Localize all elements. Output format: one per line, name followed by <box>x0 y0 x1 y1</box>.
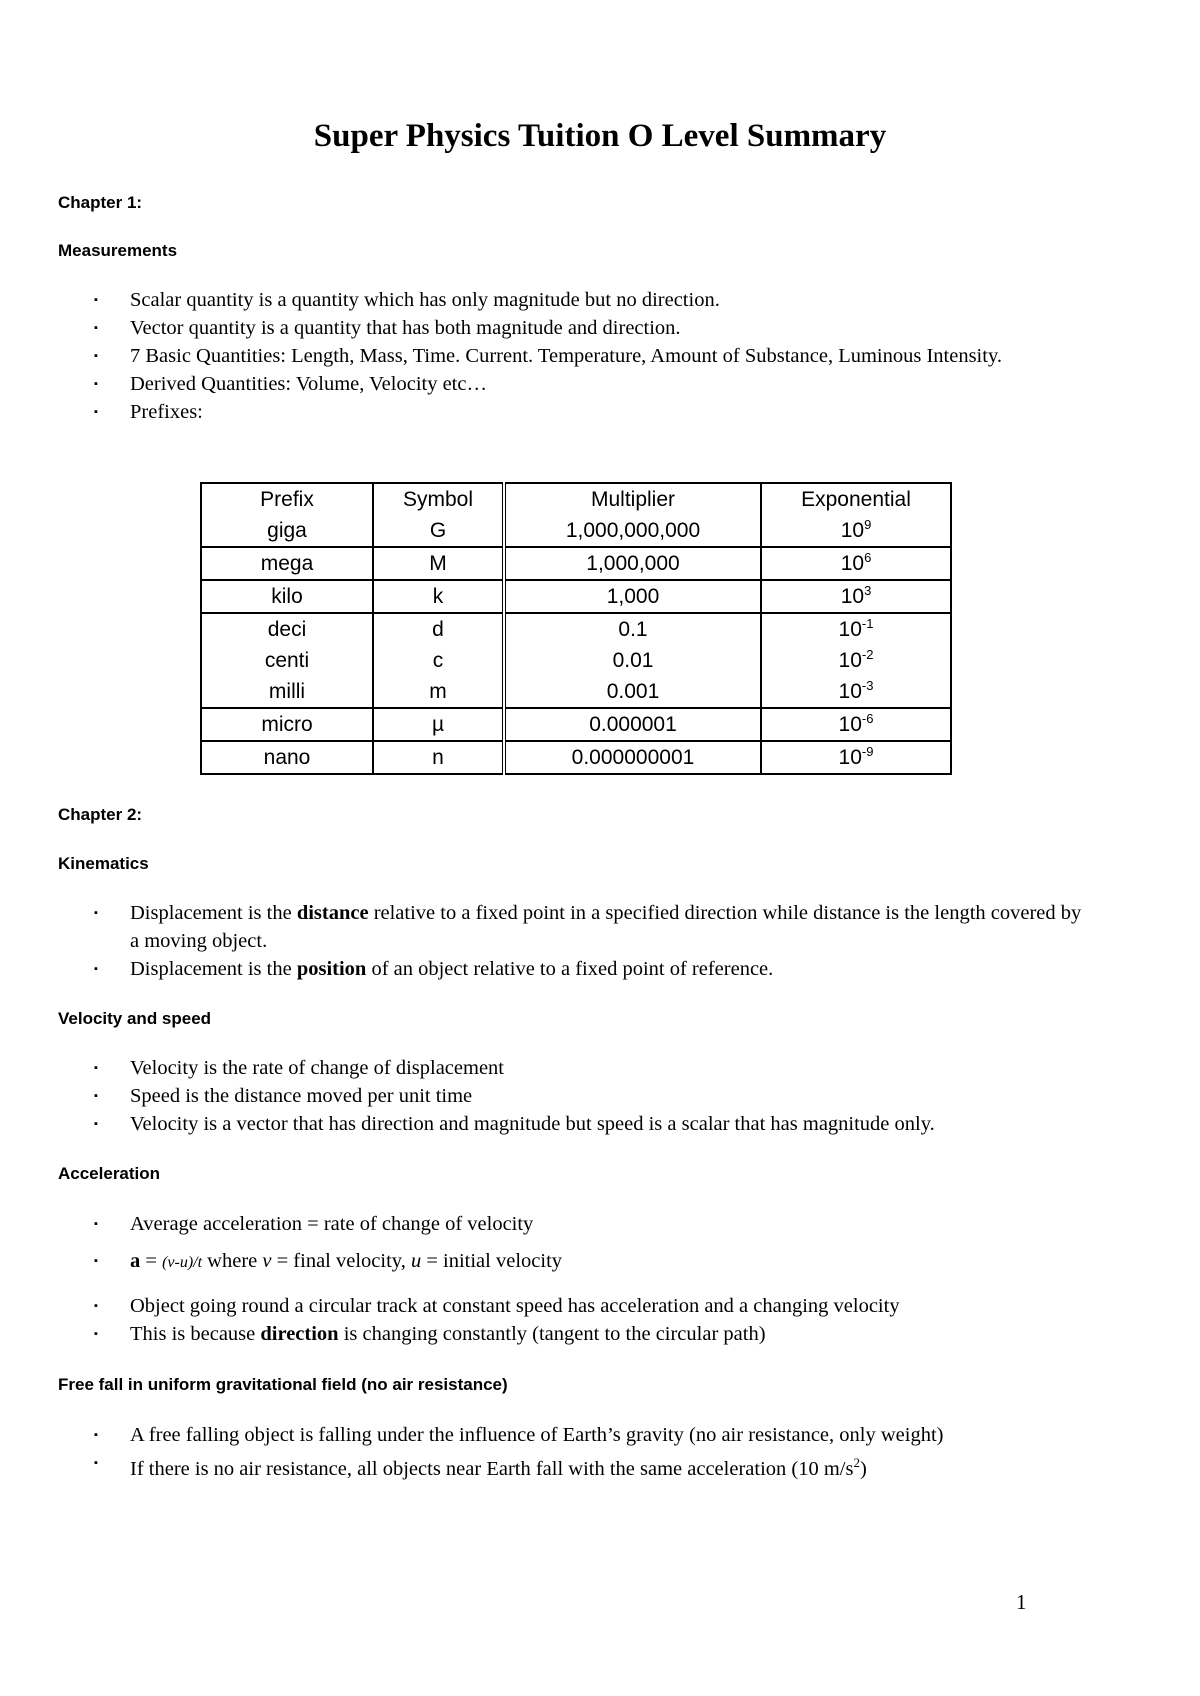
cell-exponential <box>761 676 951 708</box>
chapter-2-label: Chapter 2: <box>58 805 143 824</box>
text-run: ) <box>859 1457 867 1480</box>
cell-symbol: c <box>373 645 504 676</box>
exp-power: 9 <box>864 516 872 532</box>
list-item <box>0 1320 1090 1348</box>
cell-exponential <box>761 580 951 613</box>
list-item <box>0 1247 1090 1277</box>
velocity-list <box>0 1054 1200 1138</box>
measurements-list <box>0 286 1200 426</box>
cell-multiplier: 0.1 <box>504 613 761 645</box>
exp-power: -6 <box>861 710 874 726</box>
exp-base: 10 <box>840 584 865 608</box>
list-item: ▪ Speed is the distance moved per unit time <box>0 1082 1090 1110</box>
free-fall-list <box>0 1421 1200 1483</box>
list-item <box>0 1449 1090 1483</box>
page-title: Super Physics Tuition O Level Summary <box>313 118 887 154</box>
cell-multiplier: 0.000001 <box>504 708 761 741</box>
cell-symbol: n <box>373 741 504 774</box>
exp-base: 10 <box>838 679 862 703</box>
cell-exponential <box>761 645 951 676</box>
exp-base: 10 <box>838 648 862 672</box>
cell-symbol: G <box>373 515 504 547</box>
cell-exponential <box>761 613 951 645</box>
list-item <box>0 955 1090 983</box>
exp-base: 10 <box>840 518 865 542</box>
header-exponential: Exponential <box>761 483 951 515</box>
list-item: ▪ Scalar quantity is a quantity which has only magnitude but no direction. <box>0 286 1090 314</box>
text-run: of an object relative to a fixed point of reference. <box>366 958 774 980</box>
list-item: ▪ Average acceleration = rate of change of velocity <box>0 1210 1090 1238</box>
cell-prefix: mega <box>201 547 373 580</box>
symbol-v: v <box>262 1250 272 1272</box>
cell-symbol: M <box>373 547 504 580</box>
superscript: 2 <box>853 1455 860 1470</box>
cell-multiplier: 1,000,000 <box>504 547 761 580</box>
acceleration-list <box>0 1210 1200 1348</box>
text-run: This is because <box>130 1323 261 1345</box>
prefix-table <box>200 482 952 775</box>
cell-exponential <box>761 547 951 580</box>
exp-power: -2 <box>861 646 874 662</box>
exp-power: -9 <box>861 743 874 759</box>
bold-term: position <box>296 958 367 980</box>
bold-term: distance <box>296 902 369 924</box>
table-row <box>201 515 951 547</box>
measurements-heading: Measurements <box>58 241 178 260</box>
symbol-a: a <box>130 1250 141 1272</box>
exp-base: 10 <box>838 712 862 736</box>
text-run: = initial velocity <box>421 1250 563 1272</box>
header-symbol: Symbol <box>373 483 504 515</box>
table-row <box>201 676 951 708</box>
table-row <box>201 645 951 676</box>
list-item: ▪ Object going round a circular track at constant speed has acceleration and a changing velocity <box>0 1292 1090 1320</box>
table-row <box>201 613 951 645</box>
table-row <box>201 580 951 613</box>
list-item: ▪ Velocity is a vector that has direction and magnitude but speed is a scalar that has magnitude only. <box>0 1110 1090 1138</box>
exp-power: 3 <box>864 582 872 598</box>
kinematics-heading: Kinematics <box>58 854 149 873</box>
cell-exponential <box>761 741 951 774</box>
cell-symbol: µ <box>373 708 504 741</box>
text-run: If there is no air resistance, all objects near Earth fall with the same acceleration (10 m/s <box>130 1457 854 1480</box>
text-run: relative to a fixed point in a specified direction while distance is the length covered by a moving object. <box>130 902 1082 952</box>
free-fall-heading: Free fall in uniform gravitational field (no air resistance) <box>58 1375 508 1394</box>
cell-symbol: m <box>373 676 504 708</box>
list-item: ▪ Vector quantity is a quantity that has both magnitude and direction. <box>0 314 1090 342</box>
cell-multiplier: 1,000 <box>504 580 761 613</box>
text-run: Displacement is the <box>130 902 297 924</box>
cell-prefix: kilo <box>201 580 373 613</box>
cell-prefix: nano <box>201 741 373 774</box>
list-item: ▪ A free falling object is falling under the influence of Earth’s gravity (no air resistance, only weight) <box>0 1421 1090 1449</box>
cell-symbol: k <box>373 580 504 613</box>
kinematics-list <box>0 899 1200 983</box>
cell-prefix: milli <box>268 679 306 703</box>
cell-prefix: deci <box>201 613 373 645</box>
list-item <box>0 899 1090 955</box>
cell-symbol: d <box>373 613 504 645</box>
exp-power: 6 <box>864 549 872 565</box>
header-prefix: Prefix <box>260 487 314 511</box>
cell-prefix: centi <box>264 648 310 672</box>
acceleration-heading: Acceleration <box>58 1164 161 1183</box>
cell-multiplier: 1,000,000,000 <box>504 515 761 547</box>
text-run: Displacement is the <box>130 958 297 980</box>
chapter-1-label: Chapter 1: <box>58 193 143 212</box>
cell-exponential <box>761 708 951 741</box>
cell-prefix: giga <box>267 518 307 542</box>
table-row <box>201 741 951 774</box>
exp-power: -3 <box>861 677 874 693</box>
exp-base: 10 <box>838 617 862 641</box>
cell-multiplier: 0.001 <box>504 676 761 708</box>
exp-base: 10 <box>840 551 865 575</box>
page-number: 1 <box>1016 1590 1027 1614</box>
cell-multiplier: 0.01 <box>504 645 761 676</box>
text-run: is changing constantly (tangent to the circular path) <box>338 1323 766 1345</box>
list-item: ▪ Velocity is the rate of change of displacement <box>0 1054 1090 1082</box>
table-row <box>201 547 951 580</box>
text-run: = final velocity, <box>271 1250 411 1272</box>
symbol-u: u <box>410 1250 422 1272</box>
cell-prefix: micro <box>201 708 373 741</box>
bold-term: direction <box>260 1323 339 1345</box>
exp-power: -1 <box>861 615 874 631</box>
acceleration-formula: (v-u)/t <box>162 1254 203 1271</box>
table-row <box>201 708 951 741</box>
cell-exponential <box>761 515 951 547</box>
text-run: = <box>140 1250 163 1272</box>
table-header-row <box>201 483 951 515</box>
cell-multiplier: 0.000000001 <box>504 741 761 774</box>
text-run: where <box>202 1250 263 1272</box>
header-multiplier: Multiplier <box>504 483 761 515</box>
list-item: ▪ Prefixes: <box>0 398 1090 426</box>
list-item: ▪ Derived Quantities: Volume, Velocity etc… <box>0 370 1090 398</box>
list-item: ▪ 7 Basic Quantities: Length, Mass, Time. Current. Temperature, Amount of Substance, Luminous Intensity. <box>0 342 1090 370</box>
velocity-heading: Velocity and speed <box>58 1009 212 1028</box>
exp-base: 10 <box>838 745 862 769</box>
